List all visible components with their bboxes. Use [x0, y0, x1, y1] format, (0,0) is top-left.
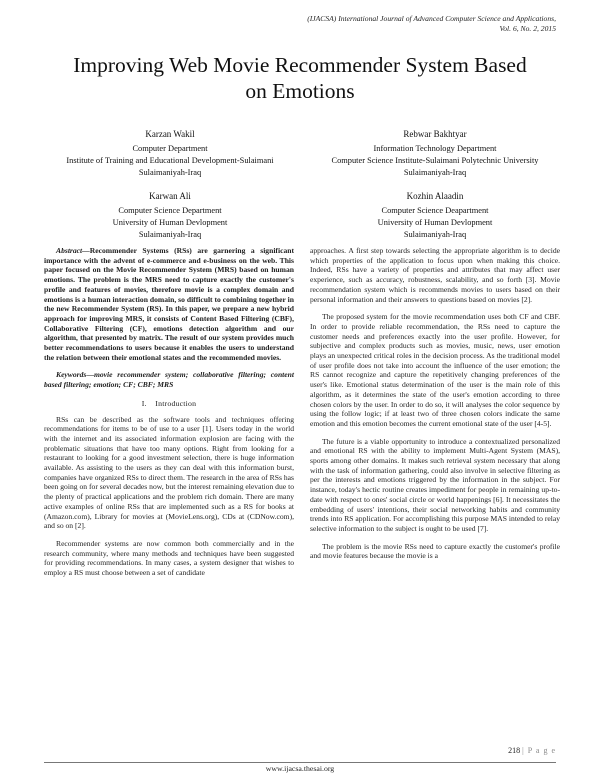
keywords-label: Keywords— [56, 370, 94, 380]
left-column [44, 246, 294, 578]
body-paragraph: The future is a viable opportunity to introduce a contextualized personalized and emotional RS with the ability to implement Multi-Agent System (MAS), sports among other domains. It makes such retrieval system necessary that along with the task of information gathering, could also involve in selective filtering as per the interests and emotions triggered by the information in the subject. For instance, today's hectic routine creates impediment for people in remaining up-to-date with respect to ones' social circle or world happenings [6]. It necessitates the embedding of users' intentions, their social networking habits and community trends into RS application. For accomplishing this purpose MAS intended to relay selective information to the subject is ought to be used [7]. [310, 436, 560, 533]
body-paragraph: The problem is the movie RSs need to capture exactly the customer's profile and movie features because the movie is a [310, 541, 560, 561]
author-location: Sulaimaniyah-Iraq [138, 230, 202, 239]
author-institution: University of Human Devlopment [377, 218, 493, 227]
body-paragraph: approaches. A first step towards selecting the appropriate algorithm is to decide which properties of the application to focus upon when making this choice. Indeed, RSs have a variety of properties and attributes that may affect user experience, such as accuracy, robustness, scalability, and so forth [3]. Movie recommendation system which is recommends movies to users based on their personal information and their answers to questions based on movies [2]. [310, 246, 560, 304]
author-name: Kozhin Alaadin [406, 191, 464, 201]
author-department: Computer Science Deapartment [381, 206, 489, 215]
author-department: Information Technology Department [373, 144, 497, 153]
body-paragraph: The proposed system for the movie recommendation uses both CF and CBF. In order to provide reliable recommendation, the RSs need to capture the customer needs and preferences exactly into the user profile. However, for subjective and complex products such as movies, music, news, user emotion plays an unexpected critical roles in the decision process. As the traditional model of user profile does not take into account the influence of the user emotion; the RS cannot recognize and capture the repetitively changing preferences of the user's like. Emotional status determination of the user is the main role of this algorithm, as it determines the state of the user's emotion according to three chosen colors by the user. In order to do so, it will analyses the color sequence by using the follow logic; if at least two of three chosen colors indicate the same emotion and this emotion becomes the current emotional state of the user [4-5]. [310, 312, 560, 428]
right-column [310, 246, 560, 561]
body-paragraph: Recommender systems are now common both commercially and in the research community, where many methods and techniques have been suggested for providing recommendations. In many cases, a system designer that wishes to employ a RS must choose between a set of candidate [44, 538, 294, 578]
footer-divider [44, 762, 556, 763]
author-department: Computer Science Department [118, 206, 222, 215]
journal-volume: Vol. 6, No. 2, 2015 [499, 24, 556, 33]
journal-header [307, 14, 556, 34]
author-block-1 [40, 128, 300, 179]
author-block-3 [40, 190, 300, 241]
abstract [44, 246, 294, 362]
author-name: Karzan Wakil [145, 129, 195, 139]
paper-title [30, 52, 570, 104]
author-institution: University of Human Devlopment [112, 218, 228, 227]
journal-line-1: (IJACSA) International Journal of Advanced Computer Science and Applications, [307, 14, 556, 23]
title-line-1: Improving Web Movie Recommender System Based [73, 53, 527, 77]
author-location: Sulaimaniyah-Iraq [403, 230, 467, 239]
author-institution: Computer Science Institute-Sulaimani Polytechnic University [331, 156, 539, 165]
abstract-text: Recommender Systems (RSs) are garnering a significant importance with the advent of e-commerce and e-business on the web. This paper focused on the Movie Recommender System (MRS) based on human emotions. The problem is the MRS need to capture exactly the customer's profile and features of movies, therefore movie is a complex domain and emotions is a human interaction domain, so difficult to combining together in the new Recommender System (RS). In this paper, we prepare a new hybrid approach for improving MRS, it consists of Content Based Filtering (CBF), Collaborative Filtering (CF), emotions detection algorithm and our algorithm, that presented by matrix. The result of our system provides much better recommendations to users because it enables the users to understand the relation between their emotional states and the recommended movies. [44, 246, 294, 362]
keywords [44, 370, 294, 389]
page-number [508, 746, 556, 755]
section-heading [44, 399, 294, 409]
body-paragraph: RSs can be described as the software tools and techniques offering recommendations for items to be of use to a user [1]. Users today in the world with the internet and its associated information explosion are facing with the problematic situations that have too many options. Right from looking for a restaurant to looking for a good investment selection, there is huge information available. As assisting to the users as they can deal with this information burst, companies have organized RSs to direct them. The research in the area of RSs has been going on for several decades now, but the interest remaining elevation due to the plenty of practical applications and the problem rich domain. There are many active examples of online RSs that are implemented such as a RS for books at (Amazon.com), Library for movies at (MovieLens.org), CDs at (CDNow.com), and so on [2]. [44, 414, 294, 531]
footer-url: www.ijacsa.thesai.org [265, 764, 335, 773]
author-block-4 [300, 190, 570, 241]
keywords-text: movie recommender system; collaborative filtering; content based filtering; emotion; CF; CBF; MRS [44, 370, 294, 390]
author-location: Sulaimaniyah-Iraq [138, 168, 202, 177]
page-label: | P a g e [522, 746, 556, 755]
author-institution: Institute of Training and Educational Development-Sulaimani [66, 156, 274, 165]
section-title: Introduction [155, 398, 197, 408]
page-number-value: 218 [508, 746, 521, 755]
author-department: Computer Department [132, 144, 208, 153]
author-block-2 [300, 128, 570, 179]
abstract-label: Abstract— [56, 246, 90, 255]
author-location: Sulaimaniyah-Iraq [403, 168, 467, 177]
section-number: I. [141, 398, 147, 408]
author-name: Rebwar Bakhtyar [403, 129, 467, 139]
title-line-2: on Emotions [245, 79, 355, 103]
author-name: Karwan Ali [149, 191, 191, 201]
